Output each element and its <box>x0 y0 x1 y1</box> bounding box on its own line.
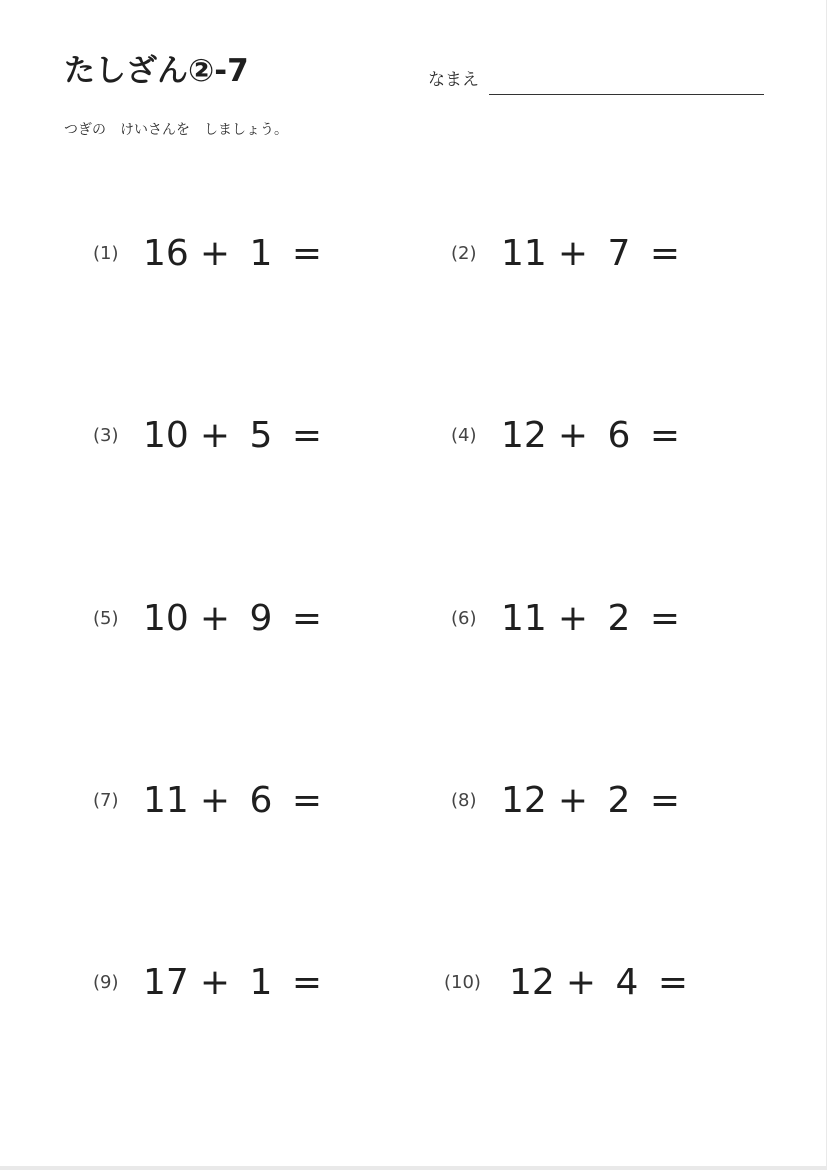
operand-b: 5 <box>249 415 273 456</box>
operand-b: 6 <box>607 415 631 456</box>
problem-number: (7) <box>93 790 119 811</box>
problem-expression <box>143 958 327 1008</box>
operand-b: 2 <box>607 780 631 821</box>
problem-number: (4) <box>451 425 477 446</box>
equals-sign: = <box>657 962 689 1003</box>
plus-sign: + <box>199 415 231 456</box>
instruction-text: つぎの けいさんを しましょう。 <box>64 122 288 138</box>
problem-number: (8) <box>451 790 477 811</box>
operand-a: 12 <box>509 962 555 1003</box>
operand-a: 17 <box>143 962 189 1003</box>
operand-b: 7 <box>607 233 631 274</box>
plus-sign: + <box>557 233 589 274</box>
problem-expression <box>509 958 693 1008</box>
problem-number: (3) <box>93 425 119 446</box>
equals-sign: = <box>291 233 323 274</box>
plus-sign: + <box>565 962 597 1003</box>
plus-sign: + <box>199 780 231 821</box>
operand-b: 2 <box>607 598 631 639</box>
problem-number: (6) <box>451 608 477 629</box>
equals-sign: = <box>649 415 681 456</box>
problem-expression <box>143 229 327 279</box>
problem-expression <box>143 411 327 461</box>
operand-b: 9 <box>249 598 273 639</box>
problem-expression <box>501 411 685 461</box>
problem-expression <box>501 594 685 644</box>
problem-number: (9) <box>93 972 119 993</box>
operand-a: 10 <box>143 415 189 456</box>
problem-number: (1) <box>93 243 119 264</box>
operand-a: 11 <box>143 780 189 821</box>
equals-sign: = <box>291 962 323 1003</box>
plus-sign: + <box>557 415 589 456</box>
equals-sign: = <box>649 598 681 639</box>
plus-sign: + <box>199 233 231 274</box>
operand-a: 11 <box>501 598 547 639</box>
operand-a: 16 <box>143 233 189 274</box>
problem-expression <box>501 776 685 826</box>
equals-sign: = <box>291 598 323 639</box>
name-write-line[interactable] <box>489 94 764 95</box>
plus-sign: + <box>199 598 231 639</box>
name-area <box>428 66 768 96</box>
operand-b: 6 <box>249 780 273 821</box>
problem-expression <box>143 594 327 644</box>
equals-sign: = <box>291 415 323 456</box>
plus-sign: + <box>557 780 589 821</box>
operand-a: 11 <box>501 233 547 274</box>
operand-a: 12 <box>501 780 547 821</box>
equals-sign: = <box>649 780 681 821</box>
worksheet-title: たしざん②-7 <box>64 53 249 89</box>
operand-a: 12 <box>501 415 547 456</box>
problem-number: (10) <box>444 972 481 993</box>
operand-a: 10 <box>143 598 189 639</box>
problem-number: (2) <box>451 243 477 264</box>
operand-b: 1 <box>249 233 273 274</box>
problem-number: (5) <box>93 608 119 629</box>
problem-expression <box>501 229 685 279</box>
operand-b: 4 <box>615 962 639 1003</box>
plus-sign: + <box>557 598 589 639</box>
operand-b: 1 <box>249 962 273 1003</box>
equals-sign: = <box>649 233 681 274</box>
problem-expression <box>143 776 327 826</box>
name-label: なまえ <box>428 70 479 90</box>
plus-sign: + <box>199 962 231 1003</box>
equals-sign: = <box>291 780 323 821</box>
